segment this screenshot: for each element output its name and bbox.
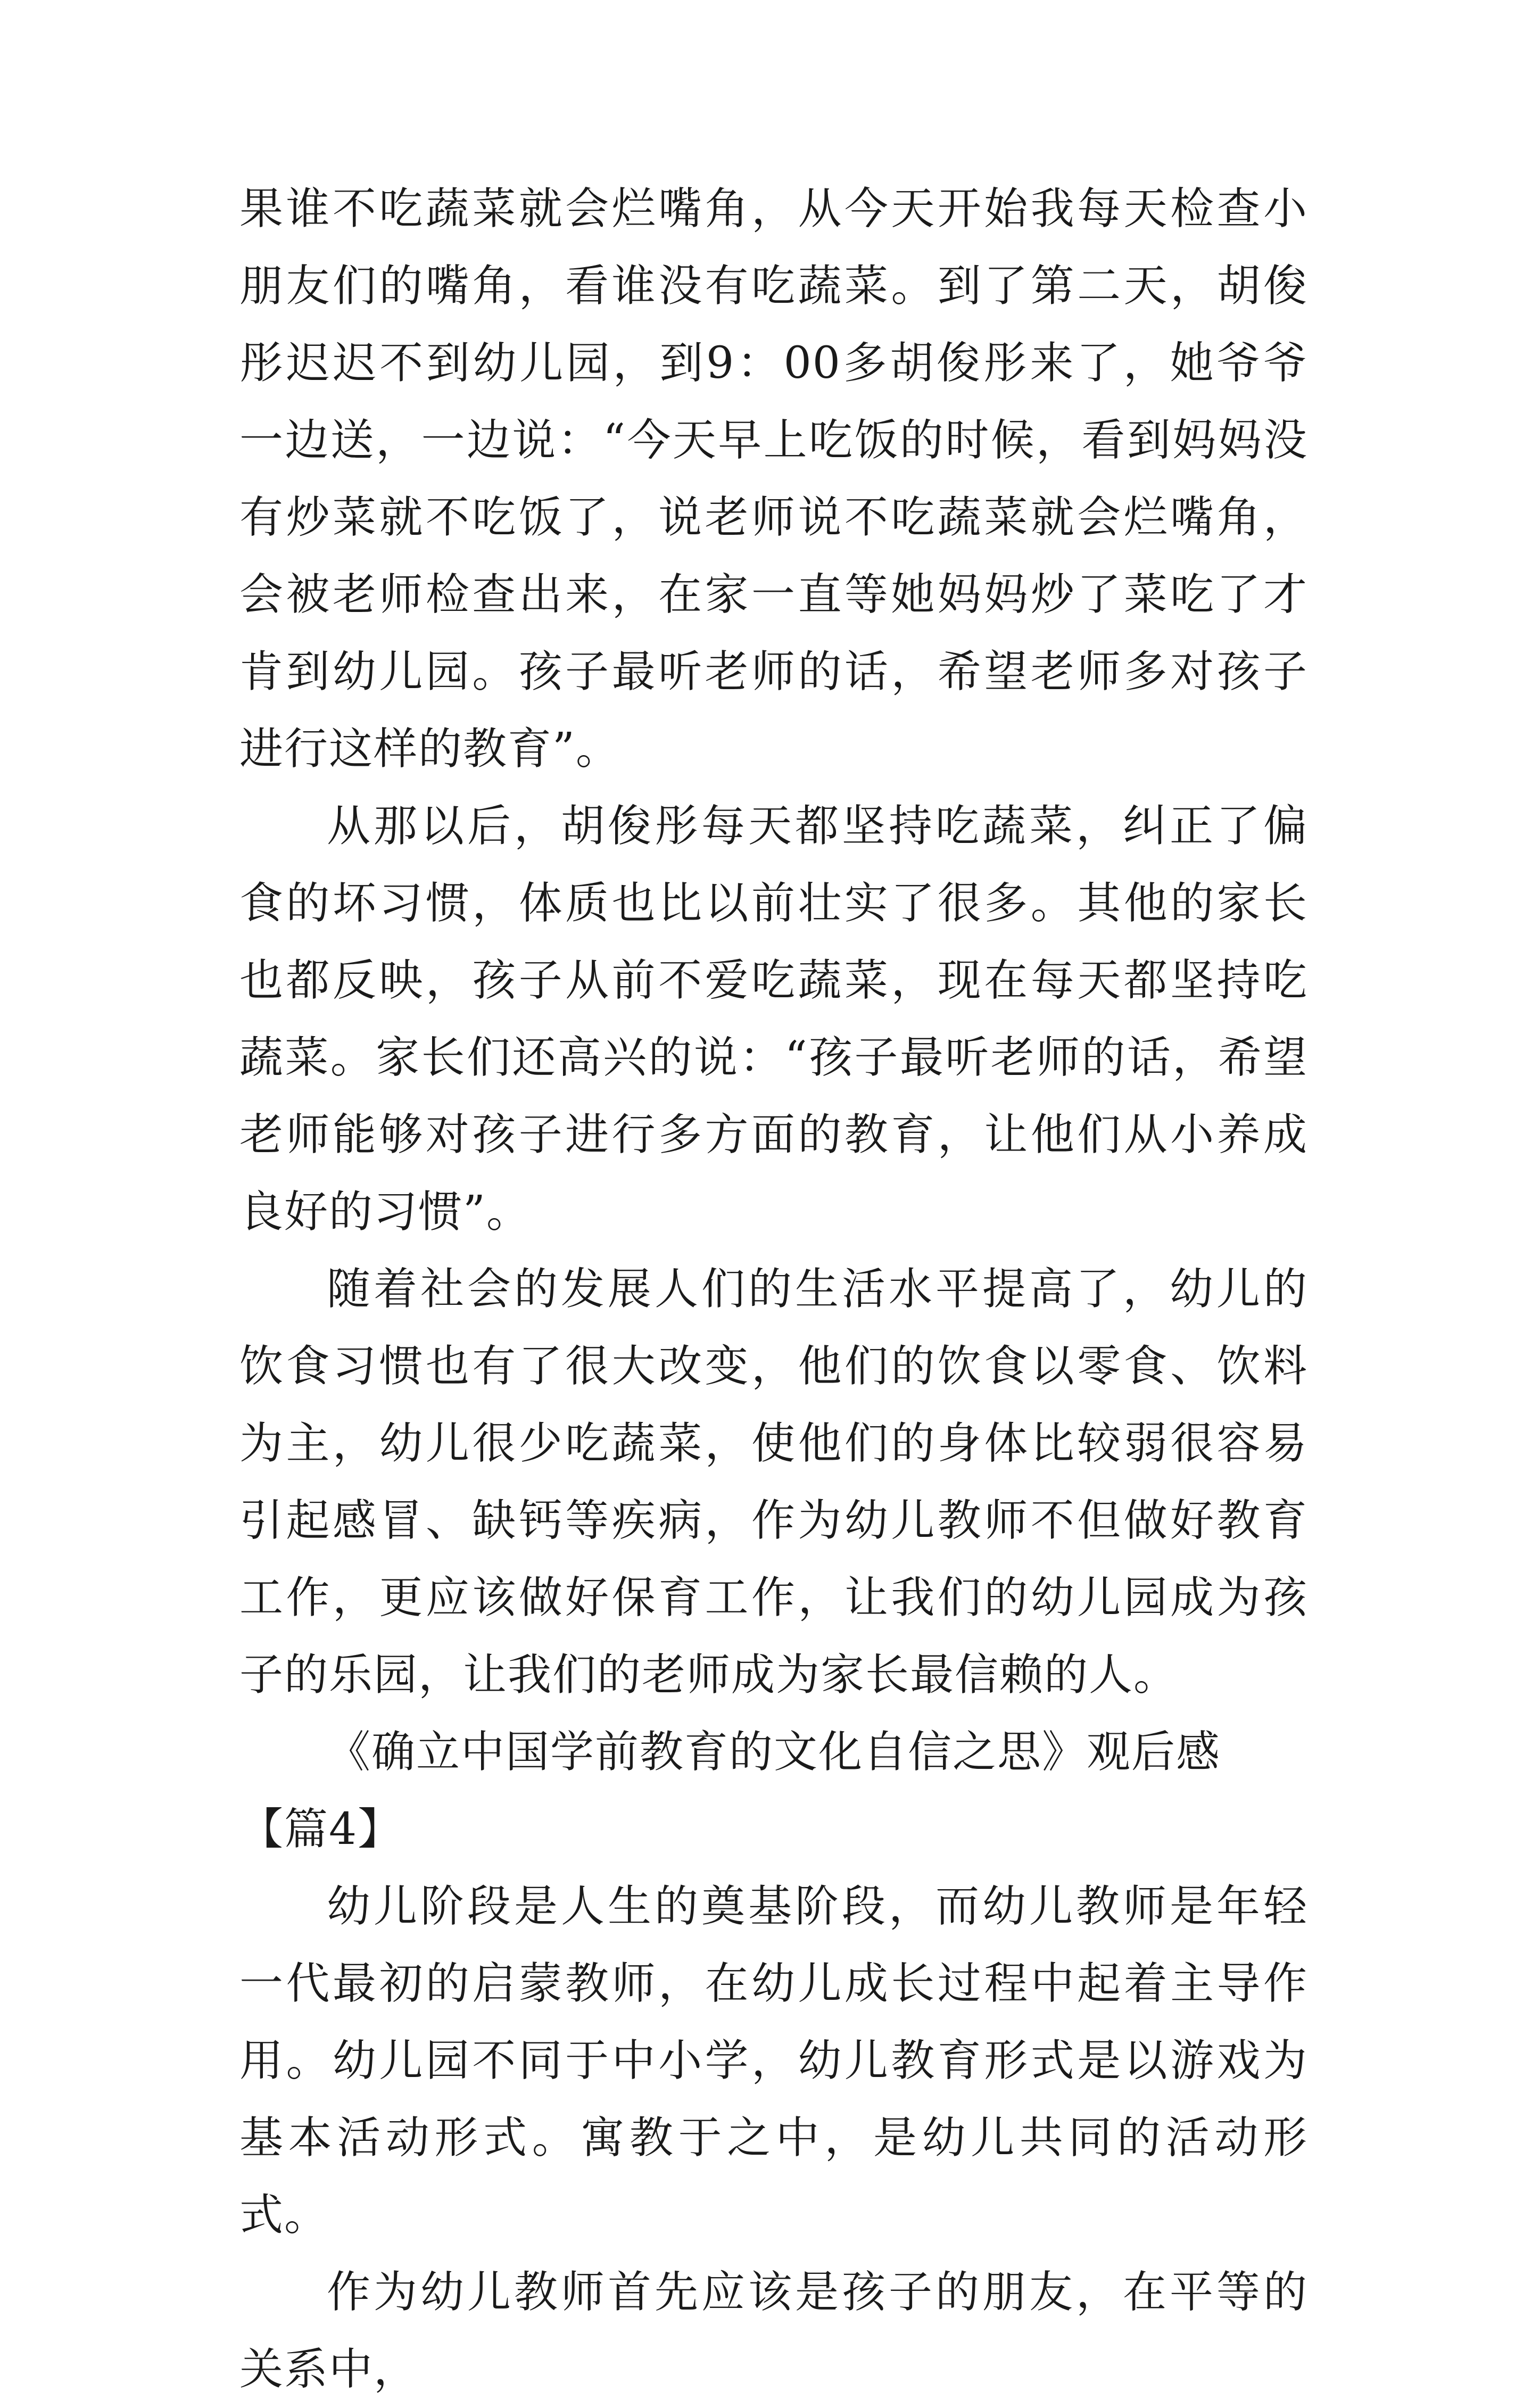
paragraph-2: 从那以后，胡俊彤每天都坚持吃蔬菜，纠正了偏食的坏习惯，体质也比以前壮实了很多。其他的家长也都反映，孩子从前不爱吃蔬菜，现在每天都坚持吃蔬菜。家长们还高兴的说：“孩子最听老师的话，希望老师能够对孩子进行多方面的教育，让他们从小养成良好的习惯”。 xyxy=(239,801,1308,1237)
paragraph-3: 随着社会的发展人们的生活水平提高了，幼儿的饮食习惯也有了很大改变，他们的饮食以零食、饮料为主，幼儿很少吃蔬菜，使他们的身体比较弱很容易引起感冒、缺钙等疾病，作为幼儿教师不但做好教育工作，更应该做好保育工作，让我们的幼儿园成为孩子的乐园，让我们的老师成为家长最信赖的人。 xyxy=(239,1264,1308,1700)
document-body xyxy=(239,170,1308,2408)
paragraph-1: 果谁不吃蔬菜就会烂嘴角，从今天开始我每天检查小朋友们的嘴角，看谁没有吃蔬菜。到了第二天，胡俊彤迟迟不到幼儿园，到9：00多胡俊彤来了，她爷爷一边送，一边说：“今天早上吃饭的时候，看到妈妈没有炒菜就不吃饭了，说老师说不吃蔬菜就会烂嘴角，会被老师检查出来，在家一直等她妈妈炒了菜吃了才肯到幼儿园。孩子最听老师的话，希望老师多对孩子进行这样的教育”。 xyxy=(239,184,1308,774)
paragraph-4: 幼儿阶段是人生的奠基阶段，而幼儿教师是年轻一代最初的启蒙教师，在幼儿成长过程中起着主导作用。幼儿园不同于中小学，幼儿教育形式是以游戏为基本活动形式。寓教于之中，是幼儿共同的活动形式。 xyxy=(239,1881,1308,2240)
paragraph-5: 作为幼儿教师首先应该是孩子的朋友，在平等的关系中， xyxy=(239,2267,1308,2395)
section-heading: 《确立中国学前教育的文化自信之思》观后感【篇4】 xyxy=(239,1727,1221,1855)
